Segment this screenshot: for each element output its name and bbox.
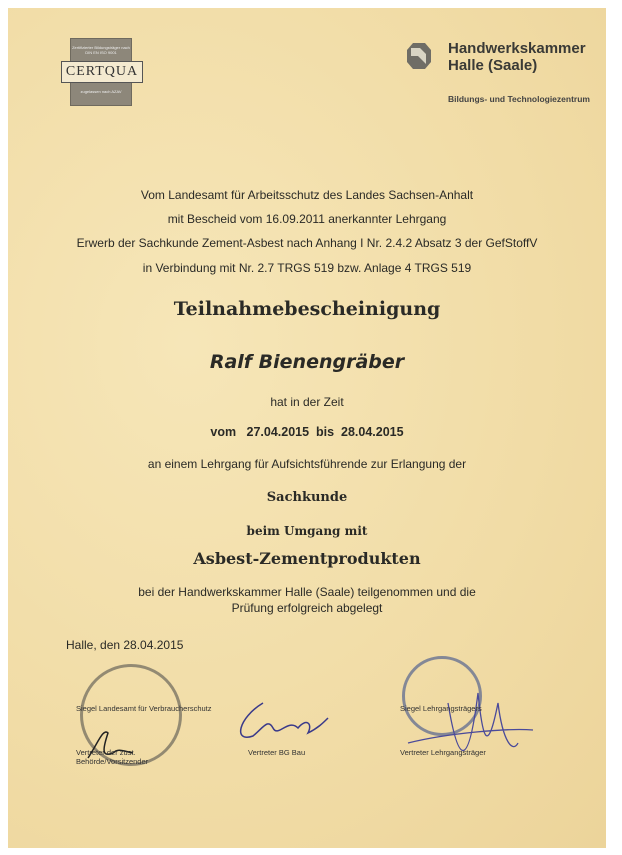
- hwk-logo-icon: [406, 42, 432, 70]
- org-subtitle: Bildungs- und Technologiezentrum: [448, 94, 590, 104]
- sachkunde: Sachkunde: [266, 490, 348, 505]
- product: Asbest-Zementprodukten: [193, 549, 421, 568]
- intro-line-1: Vom Landesamt für Arbeitsschutz des Landes Sachsen-Anhalt: [140, 188, 474, 202]
- intro-line-4: in Verbindung mit Nr. 2.7 TRGS 519 bzw. Anlage 4 TRGS 519: [142, 261, 472, 275]
- place-date: Halle, den 28.04.2015: [66, 638, 184, 652]
- course-line: an einem Lehrgang für Aufsichtsführende zur Erlangung der: [147, 457, 467, 471]
- certqua-logo: [65, 38, 139, 106]
- participant-name: Ralf Bienengräber: [209, 351, 405, 373]
- signature-right: [388, 683, 538, 773]
- umgang: beim Umgang mit: [246, 524, 368, 538]
- seal-right-label: Siegel Lehrgangsträgers: [400, 704, 482, 713]
- certqua-wordmark: CERTQUA: [61, 61, 143, 83]
- period-intro: hat in der Zeit: [270, 395, 344, 409]
- certificate-page: [8, 8, 606, 848]
- org-line-1: Handwerkskammer: [448, 40, 586, 57]
- org-line-2: Halle (Saale): [448, 57, 538, 74]
- closing-line-1: bei der Handwerkskammer Halle (Saale) teilgenommen und die: [138, 585, 476, 599]
- intro-line-3: Erwerb der Sachkunde Zement-Asbest nach Anhang I Nr. 2.4.2 Absatz 3 der GefStoffV: [76, 236, 538, 250]
- closing-line-2: Prüfung erfolgreich abgelegt: [231, 601, 383, 615]
- signature-middle: [228, 698, 338, 748]
- intro-line-2: mit Bescheid vom 16.09.2011 anerkannter Lehrgang: [167, 212, 447, 226]
- certqua-top-text: Zertifizierter Bildungsträger nach DIN EN ISO 9001: [72, 45, 130, 55]
- seal-left-label: Siegel Landesamt für Verbraucherschutz: [76, 704, 212, 713]
- certificate-title: Teilnahmebescheinigung: [173, 298, 441, 320]
- rep-left-label-1: Vertreter der zust.: [76, 748, 136, 757]
- rep-middle-label: Vertreter BG Bau: [248, 748, 306, 757]
- rep-right-label: Vertreter Lehrgangsträger: [400, 748, 486, 757]
- org-name: [448, 40, 586, 74]
- rep-left-label-2: Behörde/Vorsitzender: [76, 757, 149, 766]
- certqua-bottom-text: zugelassen nach AZAV: [80, 89, 122, 94]
- period: vom 27.04.2015 bis 28.04.2015: [210, 425, 404, 439]
